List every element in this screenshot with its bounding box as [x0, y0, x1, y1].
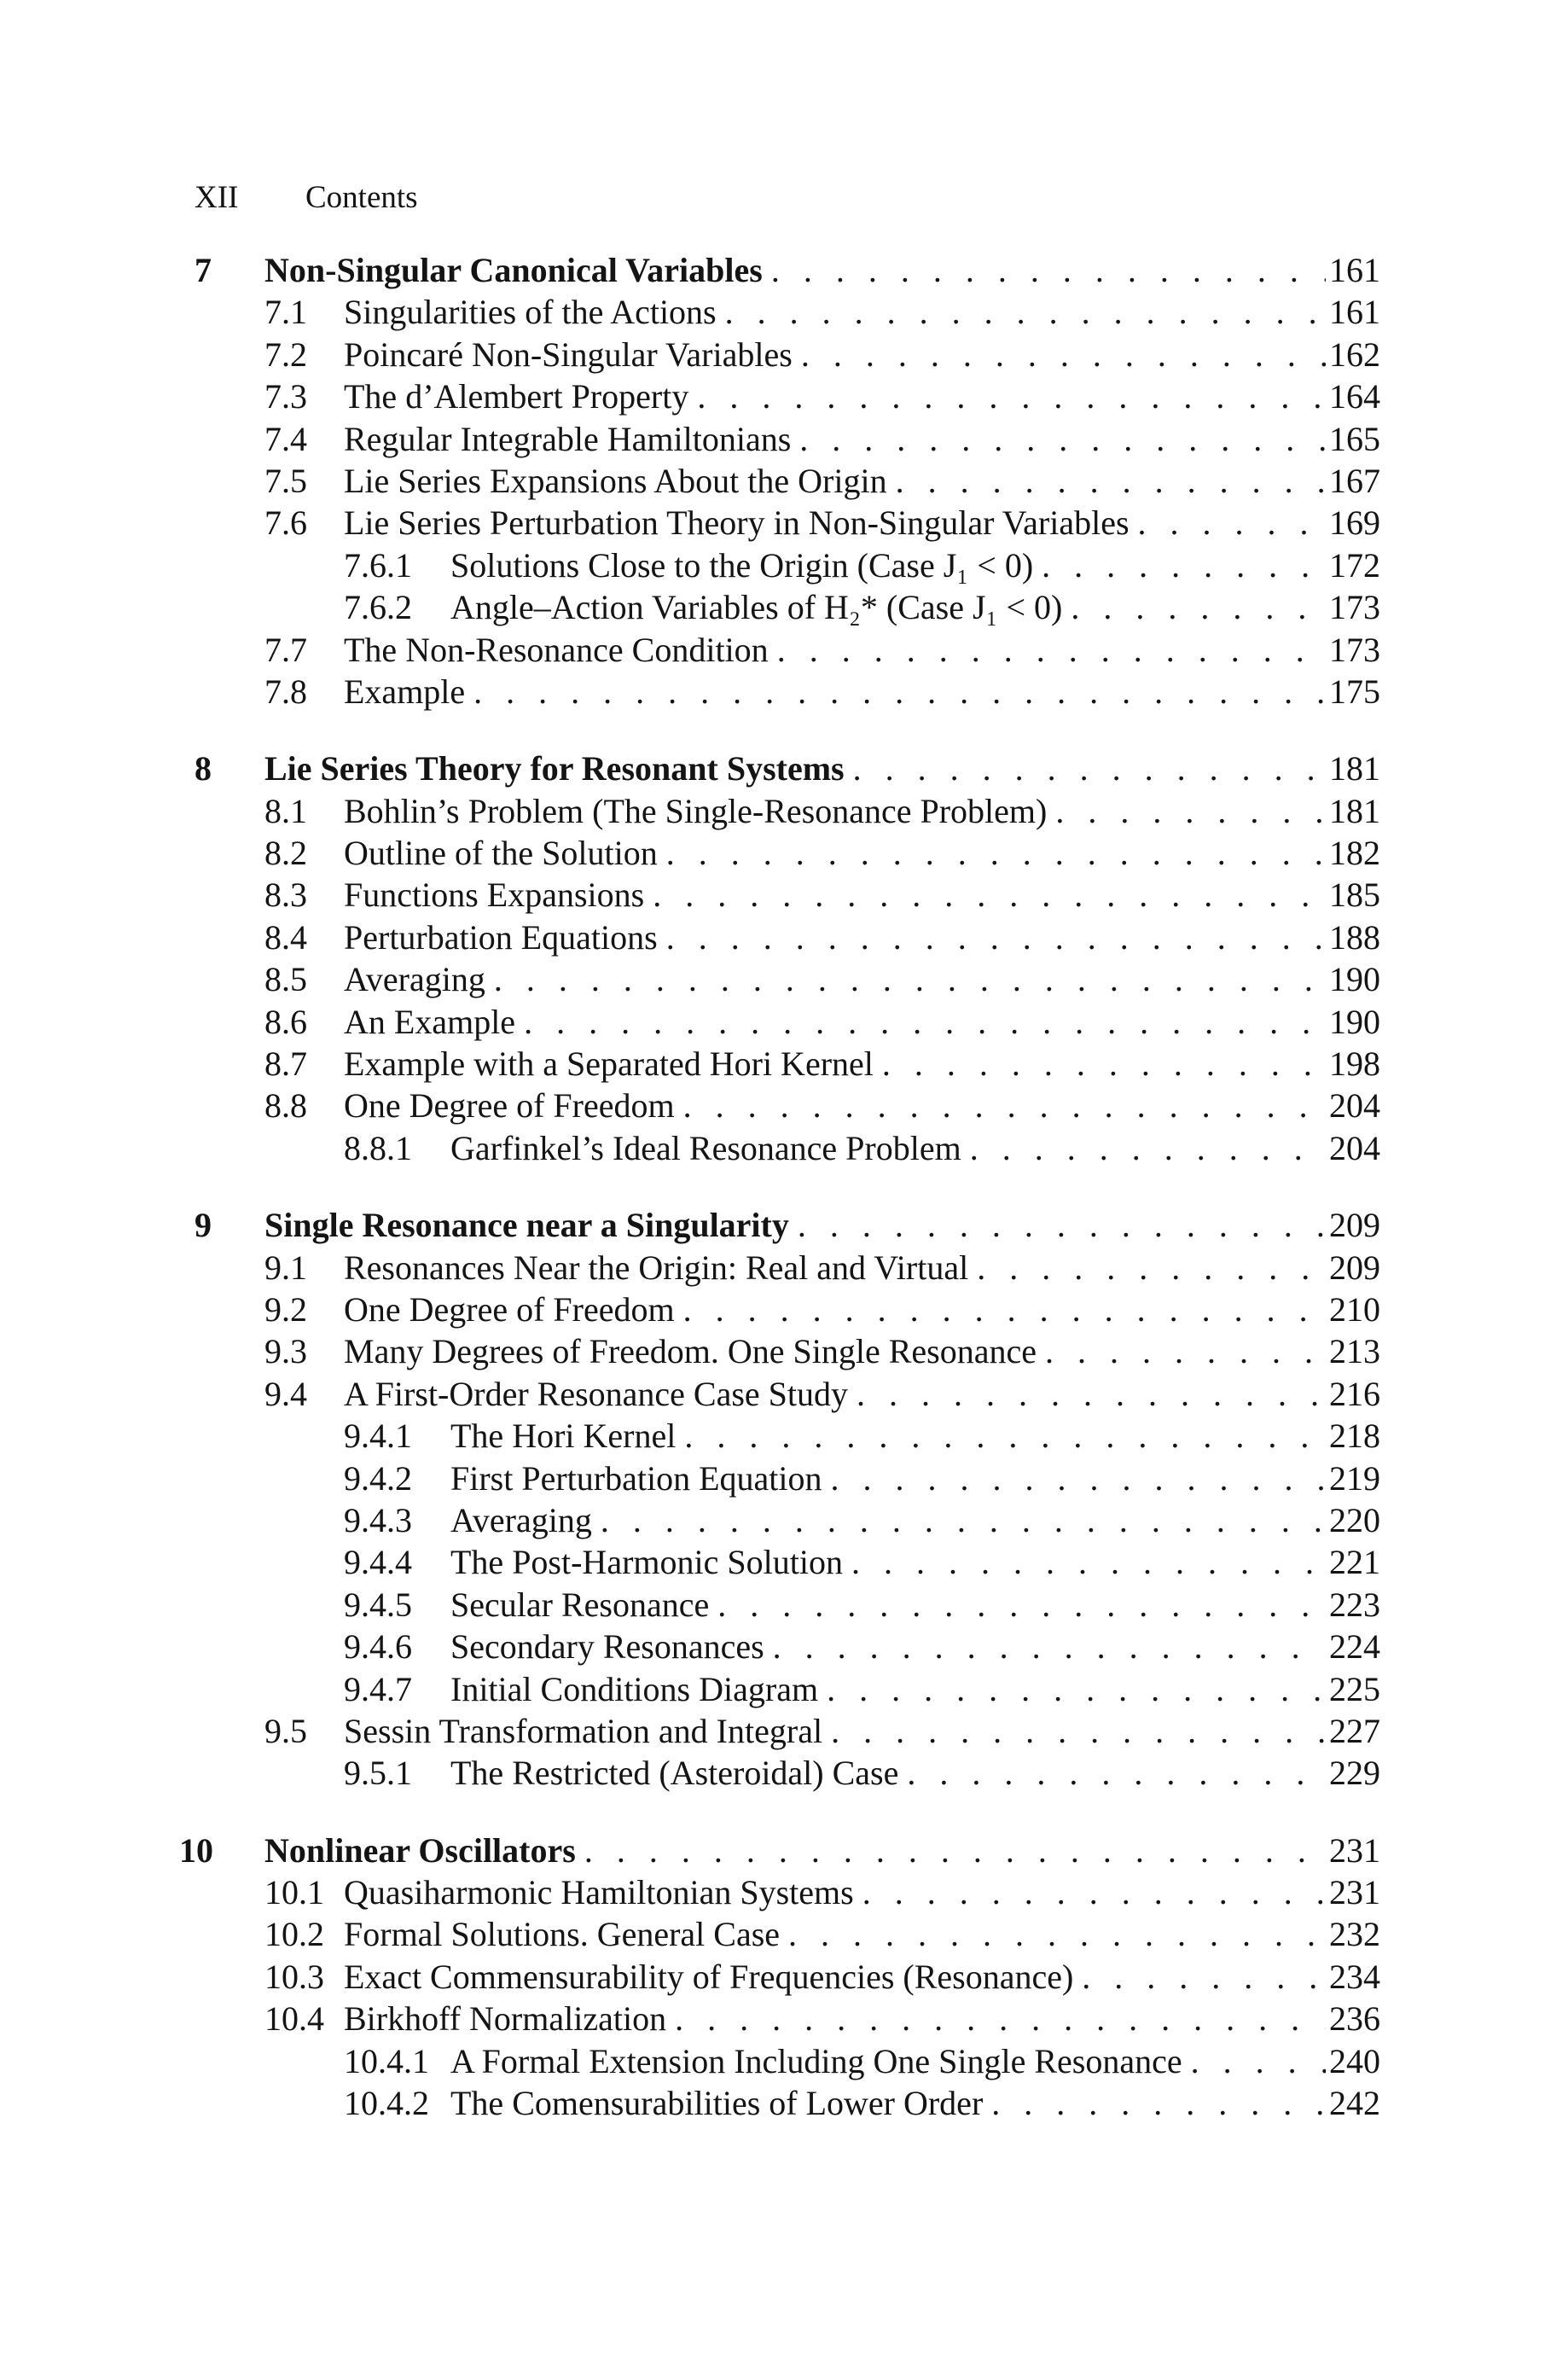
chapter-title: Single Resonance near a Singularity: [264, 1206, 789, 1245]
section-title: Outline of the Solution: [344, 834, 658, 873]
dot-leader: [676, 1415, 1326, 1457]
page-number: 209: [1329, 1248, 1380, 1287]
entry-line: [344, 1330, 1380, 1372]
section-number: 8.3: [264, 876, 307, 915]
page-number: 182: [1329, 834, 1380, 873]
entry-line: [450, 1127, 1380, 1169]
entry-line: [344, 832, 1380, 874]
toc-entry: [195, 874, 1380, 916]
page-number: 173: [1329, 588, 1380, 627]
entry-line: [344, 1913, 1380, 1955]
section-title: Solutions Close to the Origin (Case J₁ < 0): [450, 545, 1034, 585]
section-title: Averaging: [344, 960, 485, 999]
page-number: 162: [1329, 335, 1380, 374]
page-number: 209: [1329, 1206, 1380, 1245]
section-title: Example with a Separated Hori Kernel: [344, 1044, 874, 1084]
dot-leader: [764, 1626, 1326, 1667]
entry-line: [264, 249, 1380, 291]
section-number: 7.5: [264, 461, 307, 500]
section-number: 8.4: [264, 917, 307, 957]
entry-line: [450, 1626, 1380, 1667]
toc-entry: [195, 1043, 1380, 1085]
section-number: 8.2: [264, 834, 307, 873]
page-number: 231: [1329, 1873, 1380, 1912]
entry-line: [344, 629, 1380, 671]
entry-line: [344, 1871, 1380, 1913]
toc-entry: [195, 375, 1380, 417]
toc-entry: [195, 790, 1380, 832]
entry-line: [450, 1668, 1380, 1710]
section-number: 7.6.1: [344, 545, 412, 585]
chapter-number: 7: [195, 251, 212, 289]
section-title: Singularities of the Actions: [344, 293, 717, 332]
dot-leader: [818, 1668, 1326, 1710]
header-title: Contents: [305, 180, 418, 215]
dot-leader: [485, 958, 1326, 1000]
entry-line: [450, 544, 1380, 586]
section-number: 10.4: [264, 1999, 324, 2039]
section-number: 7.6.2: [344, 588, 412, 627]
entry-line: [344, 1956, 1380, 1998]
toc-entry: [195, 418, 1380, 460]
section-number: 10.2: [264, 1915, 324, 1954]
entry-line: [344, 1085, 1380, 1126]
dot-leader: [709, 1584, 1326, 1626]
page-number: 216: [1329, 1374, 1380, 1413]
toc-entry: [195, 2082, 1380, 2124]
section-title: A Formal Extension Including One Single Resonance: [450, 2041, 1182, 2080]
entry-line: [450, 1584, 1380, 1626]
page-number: 234: [1329, 1957, 1380, 1996]
page-number: 236: [1329, 1999, 1380, 2039]
section-number: 10.1: [264, 1873, 324, 1912]
dot-leader: [763, 249, 1326, 291]
dot-leader: [848, 1373, 1326, 1415]
section-number: 9.4.3: [344, 1500, 412, 1539]
chapter-heading: [195, 748, 1380, 789]
toc-entry: [195, 671, 1380, 713]
page-number: 213: [1329, 1332, 1380, 1371]
section-title: Quasiharmonic Hamiltonian Systems: [344, 1873, 854, 1912]
entry-line: [344, 334, 1380, 375]
section-number: 9.4.7: [344, 1669, 412, 1708]
dot-leader: [675, 1085, 1326, 1126]
section-title: The Post-Harmonic Solution: [450, 1543, 843, 1582]
section-title: Garfinkel’s Ideal Resonance Problem: [450, 1128, 961, 1167]
toc-entry: [195, 2040, 1380, 2082]
section-title: Example: [344, 672, 466, 711]
toc-entry: [195, 1499, 1380, 1541]
page-number: 231: [1329, 1830, 1380, 1870]
toc-entry: [195, 334, 1380, 375]
toc-entry: [195, 1001, 1380, 1043]
section-number: 9.4.4: [344, 1543, 412, 1582]
page-number: 224: [1329, 1627, 1380, 1667]
page-number: 198: [1329, 1044, 1380, 1084]
section-number: 9.4.1: [344, 1417, 412, 1456]
page-number: 169: [1329, 503, 1380, 543]
toc-entry: [195, 1247, 1380, 1289]
section-number: 7.4: [264, 419, 307, 458]
toc-entry: [195, 832, 1380, 874]
dot-leader: [843, 1541, 1326, 1583]
page-number: 242: [1329, 2084, 1380, 2123]
dot-leader: [666, 1998, 1326, 2039]
dot-leader: [898, 1752, 1326, 1794]
section-number: 8.8.1: [344, 1128, 412, 1167]
chapter-heading: [195, 1204, 1380, 1246]
page-number: 219: [1329, 1458, 1380, 1498]
section-number: 9.5: [264, 1711, 307, 1750]
section-title: Lie Series Expansions About the Origin: [344, 461, 887, 500]
entry-line: [344, 1998, 1380, 2039]
dot-leader: [789, 1204, 1326, 1246]
page-number: 240: [1329, 2041, 1380, 2080]
page-number: 220: [1329, 1500, 1380, 1539]
section-number: 7.1: [264, 293, 307, 332]
page-number: 227: [1329, 1711, 1380, 1750]
dot-leader: [983, 2082, 1326, 2124]
entry-line: [344, 502, 1380, 544]
dot-leader: [1073, 1956, 1326, 1998]
toc-entry: [195, 1415, 1380, 1457]
toc-entry: [195, 1330, 1380, 1372]
section-title: The Hori Kernel: [450, 1417, 677, 1456]
entry-line: [344, 291, 1380, 333]
section-title: Secondary Resonances: [450, 1627, 764, 1667]
dot-leader: [515, 1001, 1326, 1043]
page-number: 165: [1329, 419, 1380, 458]
entry-line: [344, 1710, 1380, 1752]
entry-line: [450, 1415, 1380, 1457]
entry-line: [344, 1289, 1380, 1330]
dot-leader: [791, 418, 1326, 460]
toc-entry: [195, 291, 1380, 333]
section-title: First Perturbation Equation: [450, 1458, 822, 1498]
entry-line: [450, 586, 1380, 628]
dot-leader: [845, 748, 1326, 789]
dot-leader: [961, 1127, 1326, 1169]
chapter-heading: [195, 249, 1380, 291]
section-title: Birkhoff Normalization: [344, 1999, 667, 2039]
page-number: 223: [1329, 1585, 1380, 1624]
entry-line: [264, 748, 1380, 789]
toc-entry: [195, 1998, 1380, 2039]
dot-leader: [1033, 544, 1326, 586]
page-number: 185: [1329, 876, 1380, 915]
toc-entry: [195, 1956, 1380, 1998]
dot-leader: [576, 1830, 1326, 1871]
page-number: 161: [1329, 293, 1380, 332]
entry-line: [344, 375, 1380, 417]
entry-line: [264, 1204, 1380, 1246]
running-header: [195, 179, 418, 216]
page-number: 181: [1329, 791, 1380, 830]
dot-leader: [675, 1289, 1326, 1330]
entry-line: [450, 1457, 1380, 1499]
page-number: 210: [1329, 1289, 1380, 1329]
entry-line: [450, 1499, 1380, 1541]
section-number: 10.4.1: [344, 2041, 429, 2080]
entry-line: [344, 1001, 1380, 1043]
section-title: Perturbation Equations: [344, 917, 658, 957]
chapter-block: [195, 1204, 1380, 1794]
page-number: 204: [1329, 1086, 1380, 1126]
section-title: One Degree of Freedom: [344, 1086, 675, 1126]
section-number: 9.5.1: [344, 1754, 412, 1793]
section-number: 8.8: [264, 1086, 307, 1126]
page-number: 172: [1329, 545, 1380, 585]
dot-leader: [780, 1913, 1326, 1955]
page-number: 164: [1329, 377, 1380, 416]
section-title: Secular Resonance: [450, 1585, 710, 1624]
entry-line: [344, 916, 1380, 958]
section-title: The Restricted (Asteroidal) Case: [450, 1754, 899, 1793]
section-number: 8.5: [264, 960, 307, 999]
section-number: 7.7: [264, 630, 307, 669]
entry-line: [344, 418, 1380, 460]
toc-entry: [195, 544, 1380, 586]
entry-line: [264, 1830, 1380, 1871]
section-number: 9.1: [264, 1248, 307, 1287]
dot-leader: [968, 1247, 1326, 1289]
toc-entry: [195, 586, 1380, 628]
section-title: Regular Integrable Hamiltonians: [344, 419, 792, 458]
section-title: Lie Series Perturbation Theory in Non-Singular Variables: [344, 503, 1130, 543]
section-number: 7.8: [264, 672, 307, 711]
section-title: Bohlin’s Problem (The Single-Resonance Problem): [344, 791, 1048, 830]
toc-entry: [195, 1913, 1380, 1955]
dot-leader: [1182, 2040, 1326, 2082]
section-number: 9.4.5: [344, 1585, 412, 1624]
header-page-number: XII: [195, 180, 239, 215]
entry-line: [450, 2040, 1380, 2082]
section-title: Many Degrees of Freedom. One Single Resonance: [344, 1332, 1037, 1371]
section-number: 9.4.2: [344, 1458, 412, 1498]
toc-entry: [195, 1541, 1380, 1583]
page-number: 229: [1329, 1754, 1380, 1793]
section-title: Averaging: [450, 1500, 592, 1539]
section-number: 10.3: [264, 1957, 324, 1996]
entry-line: [344, 1043, 1380, 1085]
page-number: 225: [1329, 1669, 1380, 1708]
page-number: 167: [1329, 461, 1380, 500]
chapter-block: [195, 249, 1380, 713]
toc-entry: [195, 460, 1380, 502]
section-number: 10.4.2: [344, 2084, 429, 2123]
table-of-contents: [179, 249, 1380, 2159]
section-title: Initial Conditions Diagram: [450, 1669, 819, 1708]
dot-leader: [769, 629, 1326, 671]
entry-line: [344, 1247, 1380, 1289]
toc-entry: [195, 1752, 1380, 1794]
entry-line: [344, 1373, 1380, 1415]
dot-leader: [717, 291, 1326, 333]
page-number: 190: [1329, 1002, 1380, 1041]
toc-entry: [195, 916, 1380, 958]
page-number: 218: [1329, 1417, 1380, 1456]
section-title: The Non-Resonance Condition: [344, 630, 769, 669]
entry-line: [344, 671, 1380, 713]
dot-leader: [688, 375, 1326, 417]
chapter-block: [195, 748, 1380, 1169]
section-number: 8.1: [264, 791, 307, 830]
section-number: 8.7: [264, 1044, 307, 1084]
dot-leader: [1037, 1330, 1326, 1372]
page-number: 221: [1329, 1543, 1380, 1582]
dot-leader: [822, 1457, 1326, 1499]
page-number: 188: [1329, 917, 1380, 957]
section-number: 9.2: [264, 1289, 307, 1329]
chapter-title: Nonlinear Oscillators: [264, 1830, 576, 1870]
section-title: The d’Alembert Property: [344, 377, 689, 416]
chapter-block: [179, 1830, 1380, 2125]
page-number: 181: [1329, 749, 1380, 788]
section-title: The Comensurabilities of Lower Order: [450, 2084, 984, 2123]
section-number: 8.6: [264, 1002, 307, 1041]
chapter-number: 9: [195, 1206, 212, 1245]
section-number: 9.3: [264, 1332, 307, 1371]
entry-line: [344, 874, 1380, 916]
dot-leader: [1047, 790, 1326, 832]
dot-leader: [822, 1710, 1326, 1752]
entry-line: [450, 2082, 1380, 2124]
section-title: Poincaré Non-Singular Variables: [344, 335, 793, 374]
toc-entry: [195, 958, 1380, 1000]
section-number: 9.4: [264, 1374, 307, 1413]
toc-entry: [195, 1626, 1380, 1667]
dot-leader: [644, 874, 1326, 916]
section-number: 9.4.6: [344, 1627, 412, 1667]
toc-entry: [195, 1457, 1380, 1499]
chapter-number: 10: [179, 1830, 213, 1870]
toc-entry: [195, 629, 1380, 671]
toc-entry: [195, 1871, 1380, 1913]
page-number: 232: [1329, 1915, 1380, 1954]
dot-leader: [465, 671, 1326, 713]
section-title: Sessin Transformation and Integral: [344, 1711, 823, 1750]
chapter-number: 8: [195, 749, 212, 788]
entry-line: [344, 958, 1380, 1000]
chapter-title: Non-Singular Canonical Variables: [264, 251, 763, 289]
dot-leader: [592, 1499, 1326, 1541]
section-number: 7.3: [264, 377, 307, 416]
toc-entry: [195, 502, 1380, 544]
chapter-title: Lie Series Theory for Resonant Systems: [264, 749, 845, 788]
page-number: 190: [1329, 960, 1380, 999]
entry-line: [344, 790, 1380, 832]
section-title: Functions Expansions: [344, 876, 645, 915]
section-title: Formal Solutions. General Case: [344, 1915, 781, 1954]
dot-leader: [1062, 586, 1326, 628]
dot-leader: [658, 832, 1326, 874]
toc-entry: [195, 1710, 1380, 1752]
dot-leader: [793, 334, 1326, 375]
entry-line: [450, 1752, 1380, 1794]
section-number: 7.2: [264, 335, 307, 374]
dot-leader: [874, 1043, 1326, 1085]
page-number: 204: [1329, 1128, 1380, 1167]
section-number: 7.6: [264, 503, 307, 543]
toc-entry: [195, 1085, 1380, 1126]
page-number: 173: [1329, 630, 1380, 669]
page-number: 175: [1329, 672, 1380, 711]
section-title: Resonances Near the Origin: Real and Virtual: [344, 1248, 969, 1287]
section-title: Exact Commensurability of Frequencies (Resonance): [344, 1957, 1074, 1996]
chapter-heading: [179, 1830, 1380, 1871]
dot-leader: [854, 1871, 1326, 1913]
dot-leader: [1130, 502, 1326, 544]
toc-entry: [195, 1289, 1380, 1330]
page-number: 161: [1329, 251, 1380, 289]
dot-leader: [658, 916, 1326, 958]
toc-entry: [195, 1668, 1380, 1710]
section-title: One Degree of Freedom: [344, 1289, 675, 1329]
section-title: A First-Order Resonance Case Study: [344, 1374, 849, 1413]
toc-entry: [195, 1584, 1380, 1626]
dot-leader: [887, 460, 1326, 502]
toc-entry: [195, 1127, 1380, 1169]
section-title: An Example: [344, 1002, 516, 1041]
section-title: Angle–Action Variables of H₂* (Case J₁ < 0): [450, 588, 1063, 627]
entry-line: [450, 1541, 1380, 1583]
entry-line: [344, 460, 1380, 502]
toc-entry: [195, 1373, 1380, 1415]
